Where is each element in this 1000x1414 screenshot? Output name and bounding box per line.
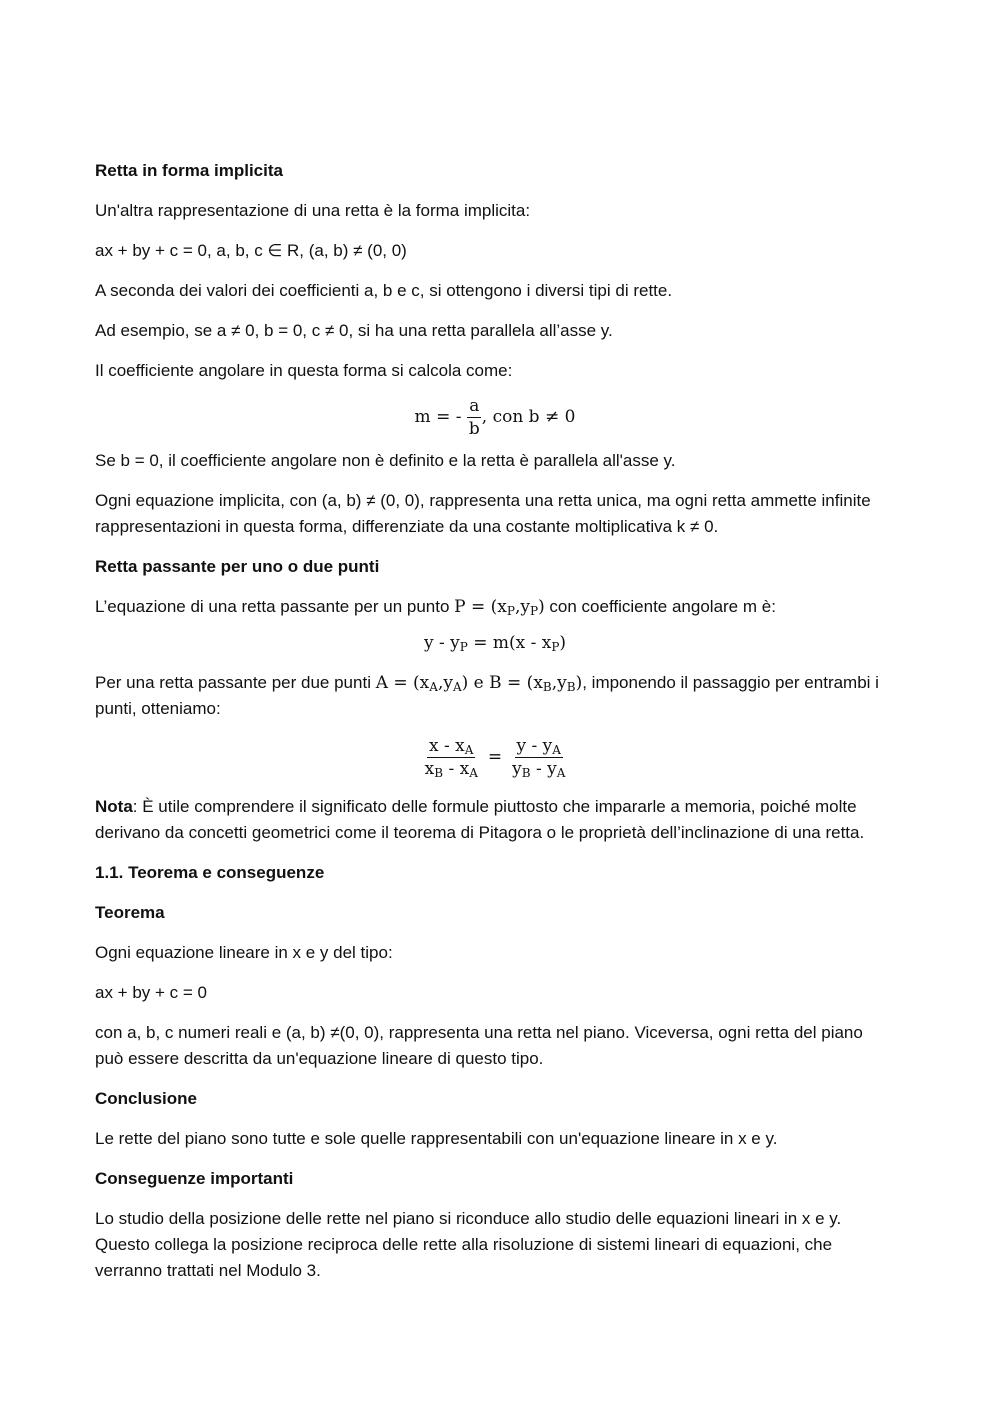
math-part: ) (461, 673, 469, 693)
formula-slope-rhs: , con b ≠ 0 (481, 407, 576, 427)
equation-linear: ax + by + c = 0 (95, 983, 207, 1002)
paragraph-two-points (95, 670, 895, 722)
note-text: : È utile comprendere il significato delle formule piuttosto che impararle a memoria, poiché molte derivano da concetti geometrici come il teorema di Pitagora o le proprietà dell’inclinazione di una retta. (95, 797, 865, 842)
text-segment: , imponendo il passaggio per entrambi i punti, otteniamo: (95, 673, 879, 718)
paragraph: Le rette del piano sono tutte e sole quelle rappresentabili con un'equazione lineare in x e y. (95, 1129, 778, 1148)
math-subscript: B (434, 765, 444, 780)
fraction-numerator: a (469, 396, 480, 416)
paragraph: Se b = 0, il coefficiente angolare non è definito e la retta è parallela all'asse y. (95, 451, 676, 470)
math-part: ,y (437, 673, 453, 693)
math-subscript: P (551, 640, 560, 654)
math-part: - x (443, 758, 470, 779)
paragraph: Il coefficiente angolare in questa forma si calcola come: (95, 361, 513, 380)
math-part: = m(x - x (467, 633, 552, 653)
math-subscript: B (521, 765, 531, 780)
fraction-denominator: b (468, 419, 480, 439)
math-subscript: A (452, 680, 462, 694)
point-p-notation (454, 597, 545, 617)
math-subscript: A (429, 680, 438, 694)
formula-slope (95, 390, 895, 444)
math-subscript: B (542, 680, 552, 694)
math-part: x (424, 758, 435, 779)
math-subscript: P (506, 604, 515, 618)
formula-right-fraction (510, 735, 567, 780)
note-label: Nota (95, 797, 133, 816)
paragraph: Un'altra rappresentazione di una retta è la forma implicita: (95, 201, 531, 220)
fraction-denominator (510, 758, 567, 780)
math-part: P = (x (454, 597, 507, 617)
math-part: y - y (423, 633, 460, 653)
heading-teorema: Teorema (95, 903, 165, 922)
math-part: - y (530, 758, 557, 779)
text-segment: con coefficiente angolare m è: (544, 597, 776, 616)
heading-conclusione: Conclusione (95, 1089, 198, 1108)
math-subscript: P (529, 604, 539, 618)
paragraph: Ogni equazione implicita, con (a, b) ≠ (0, 0), rappresenta una retta unica, ma ogni retta ammette infinite rappresentazioni in questa forma, differenziate da una costante moltiplicativa k ≠ 0. (95, 491, 871, 536)
formula-slope-lhs: m = - (414, 407, 462, 427)
math-part: y (512, 758, 522, 779)
heading-retta-implicita: Retta in forma implicita (95, 161, 283, 180)
equals-sign: = (487, 747, 503, 767)
note-paragraph (95, 794, 895, 846)
text-segment: L’equazione di una retta passante per un punto (95, 597, 455, 616)
math-part: x - x (429, 735, 465, 756)
math-subscript: B (566, 680, 576, 694)
point-a-notation (376, 673, 469, 693)
section-heading-1-1: 1.1. Teorema e conseguenze (95, 863, 325, 882)
formula-point-slope (95, 630, 895, 656)
math-part: B = (x (489, 673, 543, 693)
math-part: ) (559, 633, 567, 653)
math-subscript: A (556, 765, 566, 780)
text-segment: Per una retta passante per due punti (95, 673, 376, 692)
document-body (95, 158, 895, 1284)
paragraph: Ogni equazione lineare in x e y del tipo: (95, 943, 393, 962)
fraction-numerator (427, 735, 475, 758)
paragraph: Ad esempio, se a ≠ 0, b = 0, c ≠ 0, si ha una retta parallela all’asse y. (95, 321, 613, 340)
math-subscript: A (464, 742, 474, 757)
math-part: y - y (516, 735, 553, 756)
math-part: ) (575, 673, 583, 693)
text-segment: e (468, 673, 490, 693)
point-b-notation (489, 673, 582, 693)
fraction-numerator (515, 735, 563, 758)
formula-left-fraction (423, 735, 480, 780)
formula-slope-fraction (467, 395, 482, 440)
paragraph: Lo studio della posizione delle rette nel piano si riconduce allo studio delle equazioni lineari in x e y. Questo collega la posizione reciproca delle rette alla risoluzione di sistemi lineari di equazioni, che verranno trattati nel Modulo 3. (95, 1209, 842, 1280)
math-subscript: P (459, 640, 468, 654)
paragraph-point (95, 594, 895, 620)
math-subscript: A (552, 742, 561, 757)
formula-two-points (95, 728, 895, 786)
math-part: A = (x (375, 673, 430, 693)
equation-implicit: ax + by + c = 0, a, b, c ∈ R, (a, b) ≠ (0, 0) (95, 241, 407, 260)
math-part: ,y (514, 597, 530, 617)
heading-retta-punti: Retta passante per uno o due punti (95, 557, 380, 576)
heading-conseguenze: Conseguenze importanti (95, 1169, 294, 1188)
math-subscript: A (469, 765, 478, 780)
math-part: ,y (551, 673, 567, 693)
paragraph: con a, b, c numeri reali e (a, b) ≠(0, 0), rappresenta una retta nel piano. Viceversa, ogni retta del piano può essere descritta da un'equazione lineare di questo tipo. (95, 1023, 863, 1068)
paragraph: A seconda dei valori dei coefficienti a, b e c, si ottengono i diversi tipi di rette. (95, 281, 673, 300)
math-part: ) (538, 597, 545, 617)
fraction-denominator (423, 758, 480, 780)
